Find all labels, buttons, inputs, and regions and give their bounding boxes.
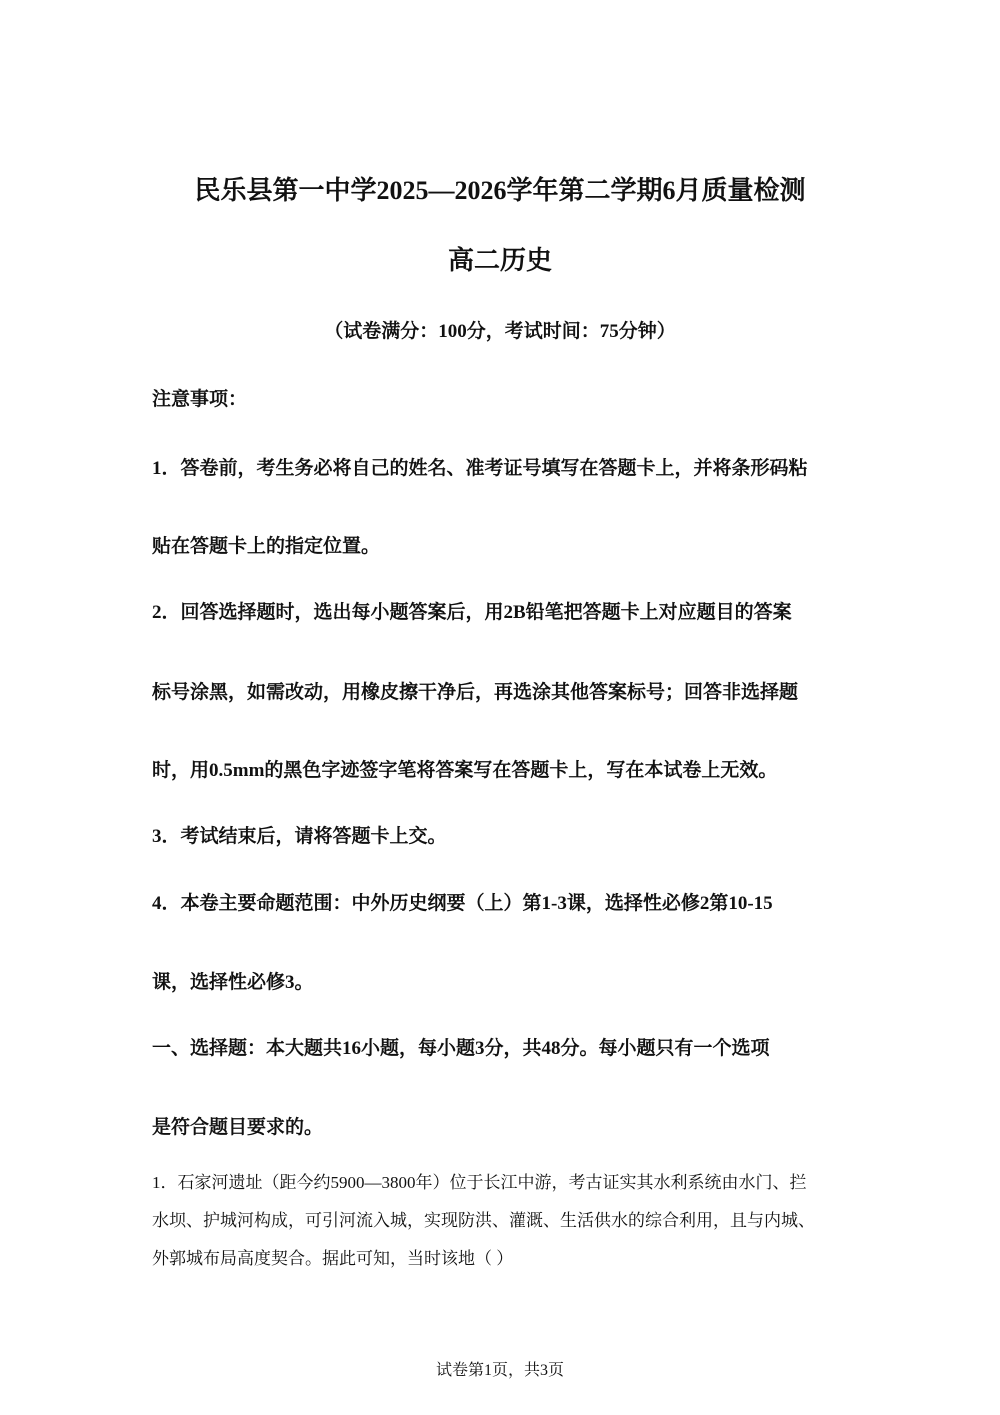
- exam-title: 民乐县第一中学2025—2026学年第二学期6月质量检测: [194, 176, 806, 205]
- notice-line: 2．回答选择题时，选出每小题答案后，用2B铅笔把答题卡上对应题目的答案: [152, 602, 792, 623]
- notice-line: 课，选择性必修3。: [152, 972, 314, 993]
- question-line: 外郭城布局高度契合。据此可知，当时该地（ ）: [152, 1249, 514, 1268]
- notice-line: 标号涂黑，如需改动，用橡皮擦干净后，再选涂其他答案标号；回答非选择题: [152, 682, 799, 703]
- question-line: 水坝、护城河构成，可引河流入城，实现防洪、灌溉、生活供水的综合利用，且与内城、: [152, 1211, 815, 1230]
- page-footer: 试卷第1页，共3页: [435, 1362, 564, 1379]
- question-line: 1．石家河遗址（距今约5900—3800年）位于长江中游，考古证实其水利系统由水门、拦: [152, 1173, 807, 1192]
- subject-title: 高二历史: [447, 246, 552, 275]
- notice-line: 4．本卷主要命题范围：中外历史纲要（上）第1-3课，选择性必修2第10-15: [152, 893, 773, 914]
- notice-line: 3．考试结束后，请将答题卡上交。: [152, 826, 447, 847]
- notice-line: 1．答卷前，考生务必将自己的姓名、准考证号填写在答题卡上，并将条形码粘: [152, 458, 808, 479]
- notice-heading: 注意事项：: [152, 389, 248, 410]
- exam-info: （试卷满分：100分，考试时间：75分钟）: [324, 321, 676, 342]
- notice-line: 贴在答题卡上的指定位置。: [152, 536, 381, 557]
- notice-line: 时，用0.5mm的黑色字迹签字笔将答案写在答题卡上，写在本试卷上无效。: [152, 760, 778, 781]
- section-heading: 是符合题目要求的。: [152, 1117, 324, 1138]
- section-heading: 一、选择题：本大题共16小题，每小题3分，共48分。每小题只有一个选项: [152, 1038, 770, 1059]
